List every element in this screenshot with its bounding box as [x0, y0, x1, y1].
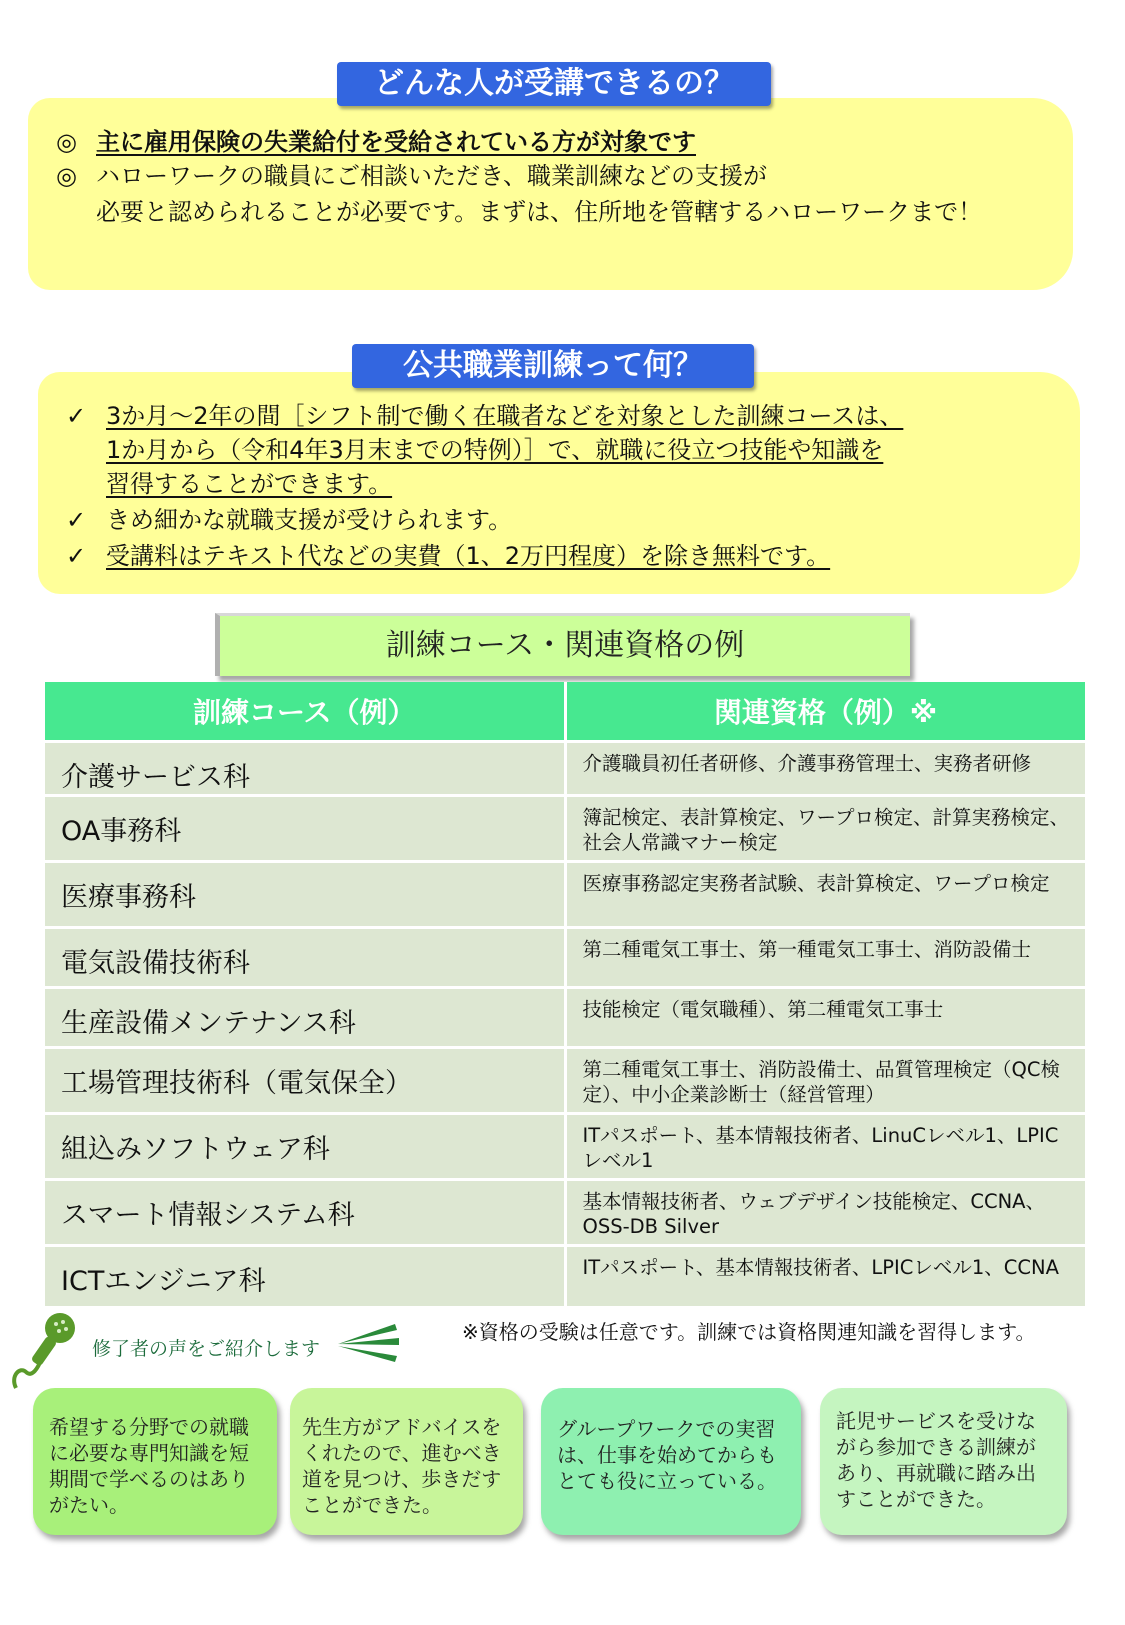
course-cell: 介護サービス科 — [45, 742, 565, 796]
voices-heading: 修了者の声をご紹介します — [92, 1338, 321, 1360]
section2-item3: ✓ 受講料はテキスト代などの実費（1、2万円程度）を除き無料です。 — [66, 542, 831, 570]
qualification-cell: 基本情報技術者、ウェブデザイン技能検定、CCNA、OSS-DB Silver — [565, 1180, 1086, 1246]
check-icon: ✓ — [66, 542, 87, 570]
section1-line3: 必要と認められることが必要です。まずは、住所地を管轄するハローワークまで！ — [96, 198, 983, 226]
course-cell: 生産設備メンテナンス科 — [45, 988, 565, 1048]
voice-card: 希望する分野での就職に必要な専門知識を短期間で学べるのはありがたい。 — [33, 1388, 277, 1535]
voice-card: グループワークでの実習は、仕事を始めてからもとても役に立っている。 — [541, 1388, 801, 1535]
section2-title: 公共職業訓練って何？ — [352, 344, 754, 388]
voice-card: 先生方がアドバイスをくれたので、進むべき道を見つけ、歩きだすことができた。 — [290, 1388, 523, 1535]
section2-item1: ✓ 3か月～2年の間［シフト制で働く在職者などを対象とした訓練コースは、 — [66, 402, 904, 430]
sound-lines-icon — [333, 1320, 403, 1368]
course-table — [45, 682, 1088, 1309]
section2-item2: ✓ きめ細かな就職支援が受けられます。 — [66, 506, 513, 534]
course-cell: OA事務科 — [45, 796, 565, 862]
section1-title: どんな人が受講できるの？ — [337, 62, 771, 106]
course-cell: 電気設備技術科 — [45, 928, 565, 988]
qualification-cell: 簿記検定、表計算検定、ワープロ検定、計算実務検定、社会人常識マナー検定 — [565, 796, 1086, 862]
table-row — [45, 796, 1086, 862]
table-note: ※資格の受験は任意です。訓練では資格関連知識を習得します。 — [462, 1320, 1036, 1344]
table-row — [45, 988, 1086, 1048]
table-row — [45, 742, 1086, 796]
course-cell: スマート情報システム科 — [45, 1180, 565, 1246]
table-row — [45, 1180, 1086, 1246]
table-row — [45, 928, 1086, 988]
section1-line2: ◎ ハローワークの職員にご相談いただき、職業訓練などの支援が — [56, 162, 768, 190]
qualification-cell: 介護職員初任者研修、介護事務管理士、実務者研修 — [565, 742, 1086, 796]
course-cell: ICTエンジニア科 — [45, 1246, 565, 1308]
section1-line1: ◎ 主に雇用保険の失業給付を受給されている方が対象です — [56, 128, 696, 156]
header-course: 訓練コース（例） — [45, 682, 565, 742]
bullet-mark: ◎ — [56, 162, 77, 190]
table-row — [45, 1114, 1086, 1180]
qualification-cell: 第二種電気工事士、消防設備士、品質管理検定（QC検定）、中小企業診断士（経営管理） — [565, 1048, 1086, 1114]
course-cell: 医療事務科 — [45, 862, 565, 928]
section2-item1-line2: 1か月から（令和4年3月末までの特例）］で、就職に役立つ技能や知識を — [106, 436, 884, 464]
section2-item1-line3: 習得することができます。 — [106, 470, 393, 498]
course-cell: 工場管理技術科（電気保全） — [45, 1048, 565, 1114]
qualification-cell: 医療事務認定実務者試験、表計算検定、ワープロ検定 — [565, 862, 1086, 928]
check-icon: ✓ — [66, 506, 87, 534]
course-cell: 組込みソフトウェア科 — [45, 1114, 565, 1180]
header-qualification: 関連資格（例）※ — [565, 682, 1086, 742]
table-title: 訓練コース・関連資格の例 — [215, 613, 910, 676]
bullet-mark: ◎ — [56, 128, 77, 156]
qualification-cell: ITパスポート、基本情報技術者、LPICレベル1、CCNA — [565, 1246, 1086, 1308]
check-icon: ✓ — [66, 402, 87, 430]
qualification-cell: 第二種電気工事士、第一種電気工事士、消防設備士 — [565, 928, 1086, 988]
table-row — [45, 1246, 1086, 1308]
voice-card: 託児サービスを受けながら参加できる訓練があり、再就職に踏み出すことができた。 — [820, 1388, 1067, 1535]
qualification-cell: ITパスポート、基本情報技術者、LinuCレベル1、LPICレベル1 — [565, 1114, 1086, 1180]
microphone-icon — [8, 1306, 88, 1396]
table-row — [45, 1048, 1086, 1114]
qualification-cell: 技能検定（電気職種）、第二種電気工事士 — [565, 988, 1086, 1048]
table-row — [45, 862, 1086, 928]
